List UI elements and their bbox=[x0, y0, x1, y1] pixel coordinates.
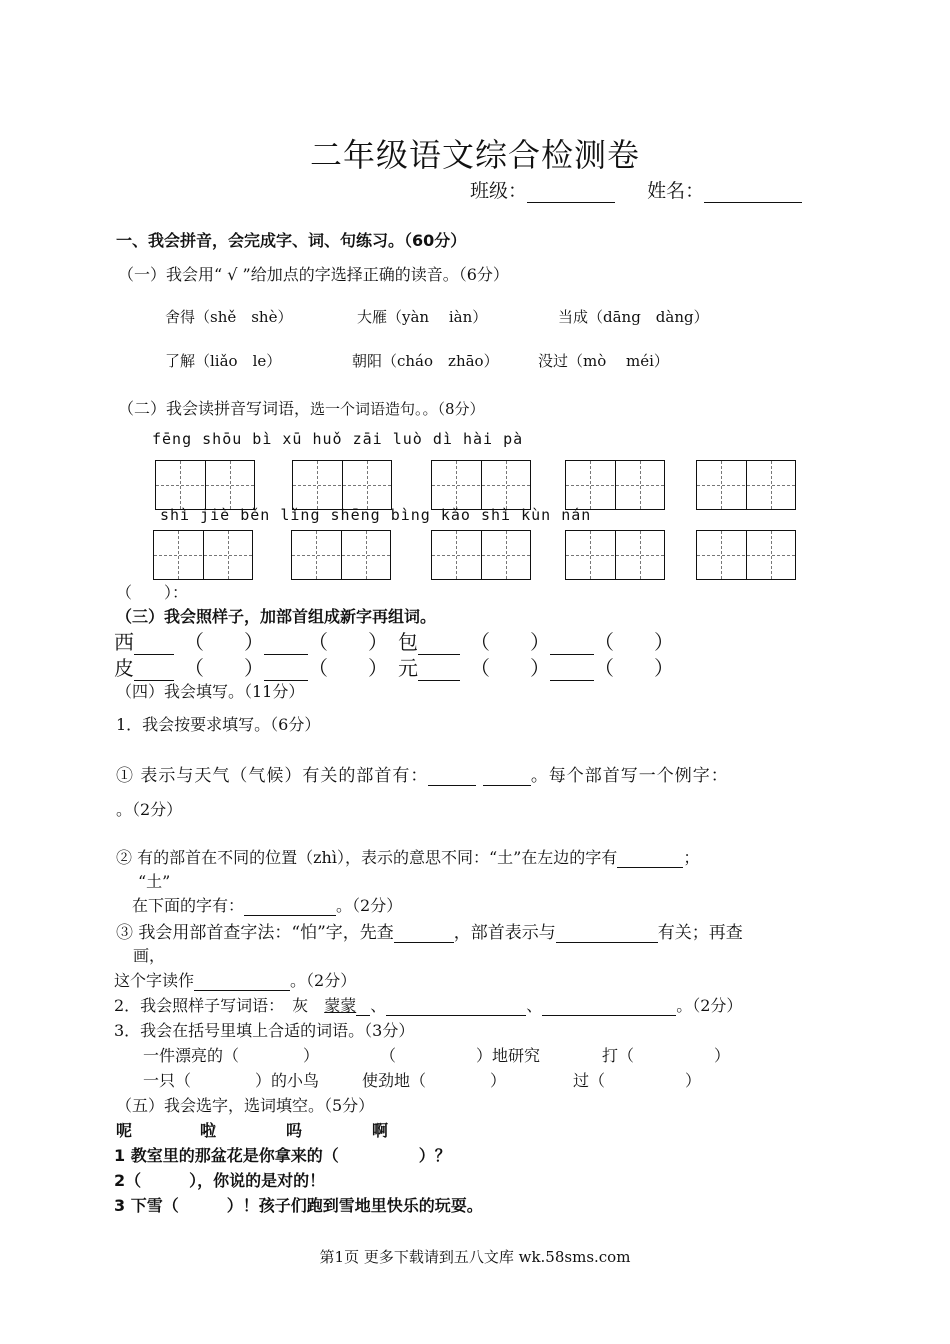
s4-heading: （四）我会填写。（11分） bbox=[116, 682, 305, 701]
writing-grid[interactable] bbox=[431, 460, 531, 510]
s4-q1b-cont: “土” bbox=[138, 872, 171, 891]
choice-word: 呢 bbox=[116, 1121, 133, 1140]
writing-grid[interactable] bbox=[291, 530, 391, 580]
s1-item: 了解（liǎo le） bbox=[165, 352, 282, 370]
class-blank[interactable] bbox=[527, 184, 615, 203]
s1-item: 舍得（shě shè） bbox=[165, 308, 293, 326]
s1-item: 当成（dāng dàng） bbox=[558, 308, 709, 326]
choice-word: 啊 bbox=[372, 1121, 389, 1140]
s1-item: 大雁（yàn iàn） bbox=[357, 308, 488, 326]
writing-grid[interactable] bbox=[565, 460, 665, 510]
q3-item: （ ）地研究 bbox=[380, 1046, 541, 1065]
s3-heading: （三）我会照样子，加部首组成新字再组词。 bbox=[116, 607, 437, 626]
s4-q1c-line2: 这个字读作 。（2分） bbox=[114, 971, 357, 990]
s4-q3: 3．我会在括号里填上合适的词语。（3分） bbox=[114, 1021, 415, 1040]
q3-item: 打（ ） bbox=[602, 1046, 731, 1065]
s5-item: 1 教室里的那盆花是你拿来的（ ）？ bbox=[114, 1146, 451, 1165]
choice-word: 吗 bbox=[286, 1121, 303, 1140]
writing-grid[interactable] bbox=[292, 460, 392, 510]
s5-item: 3 下雪（ ）！孩子们跑到雪地里快乐的玩耍。 bbox=[114, 1196, 483, 1215]
q3-item: 一件漂亮的（ ） bbox=[143, 1046, 320, 1065]
q3-item: 一只（ ）的小鸟 bbox=[143, 1071, 320, 1090]
page-title: 二年级语文综合检测卷 bbox=[309, 136, 640, 174]
choice-word: 啦 bbox=[200, 1121, 217, 1140]
writing-grid[interactable] bbox=[565, 530, 665, 580]
pinyin-row-1: fēng shōu bì xū huǒ zāi luò dì hài pà bbox=[152, 430, 524, 448]
s4-q1: 1．我会按要求填写。（6分） bbox=[116, 715, 321, 734]
name-label: 姓名： bbox=[647, 180, 705, 202]
q3-item: 使劲地（ ） bbox=[362, 1071, 507, 1090]
sentence-prompt: （ ）： bbox=[116, 583, 189, 602]
class-label: 班级： bbox=[470, 180, 528, 202]
s4-q2: 2．我会照样子写词语： 灰 蒙蒙 、 、 。（2分） bbox=[114, 996, 743, 1015]
s4-q1a: ① 表示与天气（气候）有关的部首有： 。每个部首写一个例字： bbox=[116, 766, 729, 786]
class-field bbox=[470, 176, 802, 203]
writing-grid[interactable] bbox=[431, 530, 531, 580]
s5-heading: （五）我会选字，选词填空。（5分） bbox=[116, 1096, 375, 1115]
s1-item: 没过（mò méi） bbox=[538, 352, 669, 370]
q2-example: 蒙蒙 bbox=[324, 996, 357, 1015]
pinyin-row-2: shì jiè běn lǐng shēng bìng kǎo shì kùn nán bbox=[160, 506, 592, 524]
s2-heading: （二）我会读拼音写词语，选一个词语造句。。（8分） bbox=[118, 399, 485, 418]
s4-q1b: ② 有的部首在不同的位置（zhì），表示的意思不同：“土”在左边的字有 ； bbox=[116, 848, 700, 867]
s4-q1c: ③ 我会用部首查字法：“怕”字，先查 ，部首表示与 有关；再查 bbox=[116, 923, 743, 943]
q3-item: 过（ ） bbox=[573, 1071, 702, 1090]
name-blank[interactable] bbox=[704, 184, 802, 203]
part1-heading: 一、我会拼音，会完成字、词、句练习。（60分） bbox=[116, 231, 467, 250]
writing-grid[interactable] bbox=[696, 530, 796, 580]
s3-row-2: 皮 （ ） （ ） 元 （ ） （ ） bbox=[114, 656, 674, 680]
s1-heading: （一）我会用“ √ ”给加点的字选择正确的读音。（6分） bbox=[118, 265, 509, 284]
writing-grid[interactable] bbox=[696, 460, 796, 510]
writing-grid[interactable] bbox=[155, 460, 255, 510]
s5-item: 2（ ），你说的是对的！ bbox=[114, 1171, 326, 1190]
s4-q1a-score: 。（2分） bbox=[116, 800, 183, 819]
s4-q1b-line2: 在下面的字有： 。（2分） bbox=[132, 896, 403, 915]
writing-grid[interactable] bbox=[153, 530, 253, 580]
s4-q1c-cont: 画， bbox=[133, 946, 166, 965]
s1-item: 朝阳（cháo zhāo） bbox=[352, 352, 499, 370]
page-footer: 第1页 更多下载请到五八文库 wk.58sms.com bbox=[319, 1248, 631, 1266]
s3-row-1: 西 （ ） （ ） 包 （ ） （ ） bbox=[114, 630, 674, 654]
